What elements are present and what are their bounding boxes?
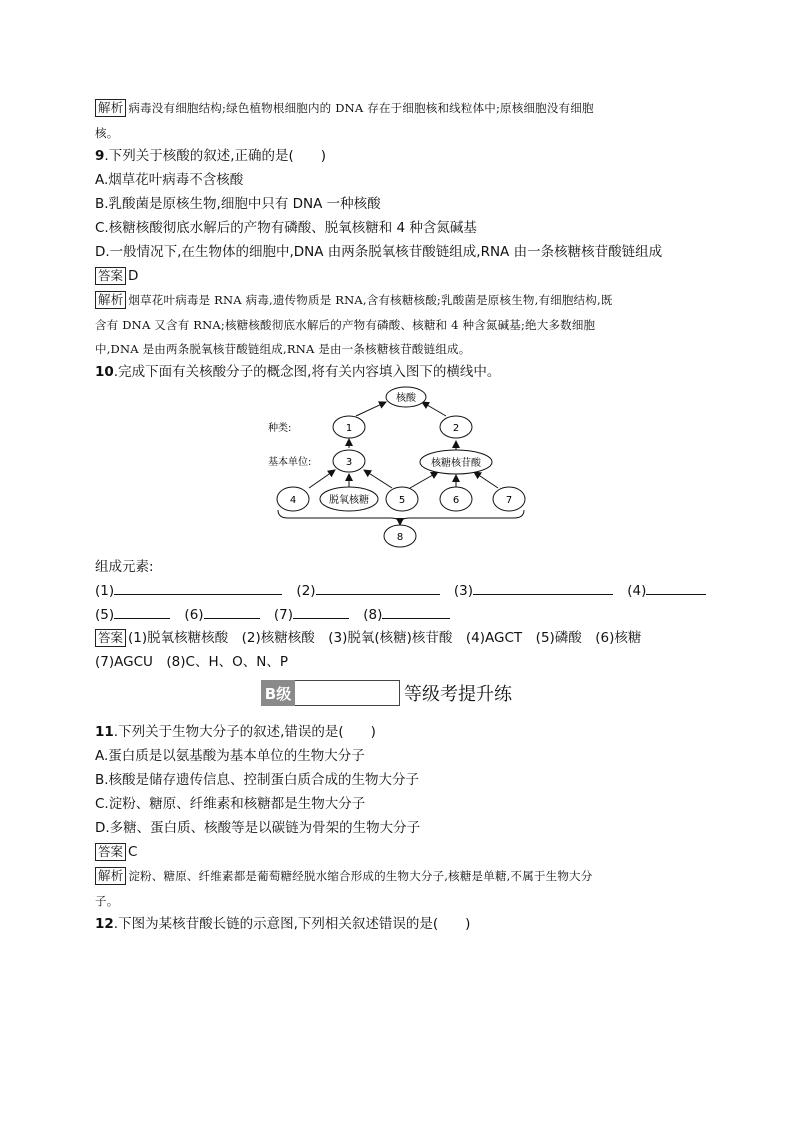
- q9-option-c: C.核糖核酸彻底水解后的产物有磷酸、脱氧核糖和 4 种含氮碱基: [95, 220, 477, 236]
- analysis-tag: 解析: [95, 99, 126, 117]
- q11-option-a: A.蛋白质是以氨基酸为基本单位的生物大分子: [95, 748, 365, 764]
- question-number: 11: [95, 724, 114, 740]
- q11-analysis-line2: 子。: [95, 894, 119, 908]
- answer-blank-4[interactable]: [646, 580, 706, 595]
- q10-elements-label: 组成元素:: [95, 559, 154, 575]
- svg-text:核酸: 核酸: [396, 393, 416, 404]
- question-number: 9: [95, 148, 105, 164]
- q10-stem: 10.完成下面有关核酸分子的概念图,将有关内容填入图下的横线中。: [95, 364, 501, 380]
- node-1: [333, 416, 365, 438]
- q11-stem: 11.下列关于生物大分子的叙述,错误的是( ): [95, 724, 376, 740]
- node-6: [440, 487, 472, 511]
- node-5: [386, 487, 418, 511]
- q11-option-c: C.淀粉、糖原、纤维素和核糖都是生物大分子: [95, 796, 366, 812]
- node-ribonucleotide: [420, 450, 492, 474]
- label-unit: 基本单位:: [268, 457, 312, 468]
- q9-option-a: A.烟草花叶病毒不含核酸: [95, 172, 244, 188]
- q11-option-d: D.多糖、蛋白质、核酸等是以碳链为骨架的生物大分子: [95, 820, 421, 836]
- answer-blank-1[interactable]: [114, 580, 282, 595]
- answer-blank-3[interactable]: [473, 580, 613, 595]
- node-8: [384, 525, 416, 547]
- answer-blank-5[interactable]: [114, 604, 170, 619]
- analysis-tag: 解析: [95, 867, 126, 885]
- svg-text:8: 8: [396, 532, 404, 543]
- svg-text:6: 6: [452, 495, 460, 506]
- answer-blank-8[interactable]: [382, 604, 450, 619]
- node-deoxyribose: [320, 487, 378, 511]
- q11-analysis-line1: 解析 淀粉、糖原、纤维素都是葡萄糖经脱水缩合形成的生物大分子,核糖是单糖,不属于生物大分: [95, 866, 592, 886]
- svg-text:5: 5: [398, 495, 406, 506]
- q9-option-b: B.乳酸菌是原核生物,细胞中只有 DNA 一种核酸: [95, 196, 381, 212]
- label-kind: 种类:: [268, 423, 292, 434]
- answer-tag: 答案: [95, 629, 126, 647]
- answer-tag: 答案: [95, 843, 126, 861]
- q9-stem: 9.下列关于核酸的叙述,正确的是( ): [95, 148, 327, 164]
- svg-text:4: 4: [289, 495, 297, 506]
- q10-blanks-row1: (1) (2) (3) (4): [95, 580, 706, 601]
- svg-text:7: 7: [505, 495, 513, 506]
- svg-text:2: 2: [452, 423, 460, 434]
- q9-analysis-line1: 解析 烟草花叶病毒是 RNA 病毒,遗传物质是 RNA,含有核糖核酸;乳酸菌是原核生物,有细胞结构,既: [95, 290, 613, 310]
- question-number: 12: [95, 916, 114, 932]
- q10-blanks-row2: (5) (6) (7) (8): [95, 604, 450, 625]
- node-nucleic-acid: [386, 387, 426, 407]
- svg-text:脱氧核糖: 脱氧核糖: [329, 495, 369, 506]
- concept-map-diagram: [260, 384, 540, 549]
- answer-blank-7[interactable]: [293, 604, 349, 619]
- q9-answer: 答案 D: [95, 266, 138, 286]
- node-4: [277, 487, 309, 511]
- q9-option-d: D.一般情况下,在生物体的细胞中,DNA 由两条脱氧核苷酸链组成,RNA 由一条核糖核苷酸链组成: [95, 244, 663, 260]
- answer-blank-2[interactable]: [316, 580, 440, 595]
- node-3: [333, 450, 365, 472]
- node-2: [440, 416, 472, 438]
- level-banner: [261, 680, 512, 706]
- node-7: [493, 487, 525, 511]
- answer-blank-6[interactable]: [204, 604, 260, 619]
- level-box: [295, 680, 400, 706]
- q8-analysis-line1: 解析 病毒没有细胞结构;绿色植物根细胞内的 DNA 存在于细胞核和线粒体中;原核细胞没有细胞: [95, 98, 594, 118]
- svg-text:核糖核苷酸: 核糖核苷酸: [431, 458, 481, 469]
- q10-answer-line2: (7)AGCU (8)C、H、O、N、P: [95, 654, 288, 670]
- q11-answer: 答案 C: [95, 842, 137, 862]
- level-badge: B级: [261, 680, 295, 706]
- q9-analysis-line3: 中,DNA 是由两条脱氧核苷酸链组成,RNA 是由一条核糖核苷酸链组成。: [95, 342, 471, 356]
- question-number: 10: [95, 364, 114, 380]
- analysis-tag: 解析: [95, 291, 126, 309]
- level-title: 等级考提升练: [404, 684, 512, 705]
- q9-analysis-line2: 含有 DNA 又含有 RNA;核糖核酸彻底水解后的产物有磷酸、核糖和 4 种含氮碱基;绝大多数细胞: [95, 318, 596, 332]
- q10-answer-line1: 答案 (1)脱氧核糖核酸 (2)核糖核酸 (3)脱氧(核糖)核苷酸 (4)AGCT (5)磷酸 (6)核糖: [95, 628, 641, 648]
- svg-text:3: 3: [345, 457, 353, 468]
- q12-stem: 12.下图为某核苷酸长链的示意图,下列相关叙述错误的是( ): [95, 916, 471, 932]
- q11-option-b: B.核酸是储存遗传信息、控制蛋白质合成的生物大分子: [95, 772, 420, 788]
- answer-tag: 答案: [95, 267, 126, 285]
- svg-text:1: 1: [345, 423, 353, 434]
- q8-analysis-line2: 核。: [95, 126, 119, 140]
